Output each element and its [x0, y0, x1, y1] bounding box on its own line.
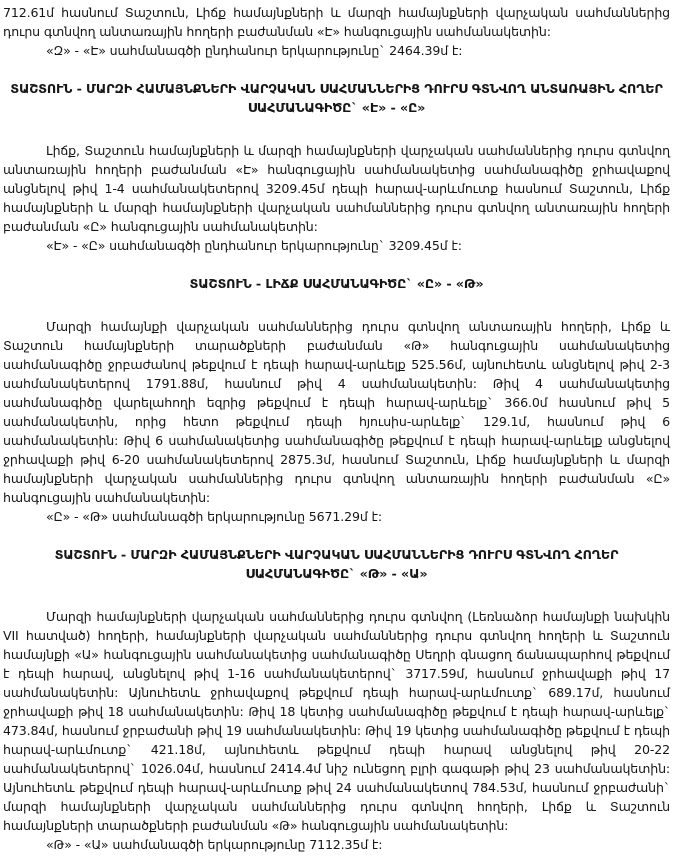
section-heading-y-t: ՏԱՇՏՈՒՆ - ԼԻՃՔ ՍԱՀՄԱՆԱԳԻԾԸ` «Ը» - «Թ»	[189, 277, 484, 292]
section-paragraph-t-a: Մարզի համայնքների վարչական սահմաններից դուրս գտնվող (Լեռնաձոր համայնքի նախկին VII հատված) հողերի, համայնքների վարչական սահմաններից դուրս գտնվող հողերի և Տաշտուն համայնքի «Ա» հանգուցային սահմանակետից սահմանագիծը Սեղրի գնացող ճանապարհով թեքվում է դեպի հարավ, անցնելով թիվ 1-16 սահմանակետերով` 3717.59մ, հասնում ջրհավաքի թիվ 17 սահմանակետին: Այնուհետև ջրհավաքով թեքվում դեպի հարավ-արևմուտք` 689.17մ, հասնում ջրհավաքի թիվ 18 սահմանակետին: Թիվ 18 կետից սահմանագիծը թեքվում է դեպի հարավ-արևելք` 473.84մ, հասնում ջրբաժանի թիվ 19 սահմանակետին: Թիվ 19 կետից սահմանագիծը թեքվում է դեպի հարավ-արևմուտք` 421.18մ, այնուհետև թեքվում դեպի հարավ անցնելով թիվ 20-22 սահմանակետերով` 1026.04մ, հասնում 2414.4մ նիշ ունեցող բլրի գագաթի թիվ 23 սահմանակետին: Այնուհետև թեքվում դեպի հարավ-արևմուտք թիվ 24 սահմանակետով 784.53մ, հասնում ջրբաժանի` մարզի համայնքների վարչական սահմաններից դուրս գտնվող հողերի, Լիճք և Տաշտուն համայնքների տարածքների բաժանման «Թ» հանգուցային սահմանակետին:	[3, 609, 670, 833]
section-paragraph-y-t: Մարզի համայնքի վարչական սահմաններից դուրս գտնվող անտառային հողերի, Լիճք և Տաշտուն համայնքների տարածքների բաժանման «Թ» հանգուցային սահմանակետից սահմանագիծը ջրբաժանով թեքվում է դեպի հարավ-արևելք 525.56մ, այնուհետև անցնելով թիվ 2-3 սահմանակետերով 1791.88մ, հասնում թիվ 4 սահմանակետին: Թիվ 4 սահմանակետից սահմանագիծը վարելահողի եզրից թեքվում է դեպի հարավ-արևելք` 366.0մ հասնում թիվ 5 սահմանակետին, որից հետո թեքվում դեպի հյուսիս-արևելք` 129.1մ, հասնում թիվ 6 սահմանակետին: Թիվ 6 սահմանակետից սահմանագիծը թեքվում է դեպի հարավ-արևելք անցնելով ջրհավաքի թիվ 6-20 սահմանակետերով 2875.3մ, հասնում Տաշտուն, Լիճք համայնքների և մարզի համայնքների վարչական սահմաններից դուրս գտնվող անտառային հողերի բաժանման «Ը» հանգուցային սահմանակետին:	[3, 319, 670, 505]
boundary-length-note-e-y: «Է» - «Ը» սահմանագծի ընդհանուր երկարությունը` 3209.45մ է:	[46, 238, 462, 253]
intro-continuation-paragraph: 712.61մ հասնում Տաշտուն, Լիճք համայնքների և մարզի համայնքների վարչական սահմաններից դուրս գտնվող անտառային հողերի բաժանման «Է» հանգուցային սահմանակետին:	[3, 5, 670, 39]
section-heading-t-a: ՏԱՇՏՈՒՆ - ՄԱՐԶԻ ՀԱՄԱՅՆՔՆԵՐԻ ՎԱՐՉԱԿԱՆ ՍԱՀՄԱՆՆԵՐԻՑ ԴՈՒՐՍ ԳՏՆՎՈՂ ՀՈՂԵՐ ՍԱՀՄԱՆԱԳԻԾԸ` «Թ» - «Ա»	[54, 548, 619, 582]
boundary-length-note-y-t: «Ը» - «Թ» սահմանագծի երկարությունը 5671.29մ է:	[46, 509, 382, 524]
section-paragraph-e-y: Լիճք, Տաշտուն համայնքների և մարզի համայնքների վարչական սահմաններից դուրս գտնվող անտառային հողերի բաժանման «Է» հանգուցային սահմանակետից սահմանագիծը ջրհավաքով անցնելով թիվ 1-4 սահմանակետերով 3209.45մ դեպի հարավ-արևմուտք հասնում Տաշտուն, Լիճք համայնքների և մարզի համայնքների վարչական սահմաններից դուրս գտնվող անտառային հողերի բաժանման «Ը» հանգուցային սահմանակետին:	[3, 143, 670, 234]
intro-boundary-length-note: «Զ» - «Է» սահմանագծի ընդհանուր երկարությունը` 2464.39մ է:	[46, 43, 463, 58]
section-heading-e-y: ՏԱՇՏՈՒՆ - ՄԱՐԶԻ ՀԱՄԱՅՆՔՆԵՐԻ ՎԱՐՉԱԿԱՆ ՍԱՀՄԱՆՆԵՐԻՑ ԴՈՒՐՍ ԳՏՆՎՈՂ ԱՆՏԱՌԱՅԻՆ ՀՈՂԵՐ ՍԱՀՄԱՆԱԳԻԾԸ` «Է» - «Ը»	[10, 82, 663, 116]
boundary-length-note-t-a: «Թ» - «Ա» սահմանագծի երկարությունը 7112.35մ է:	[46, 837, 383, 852]
